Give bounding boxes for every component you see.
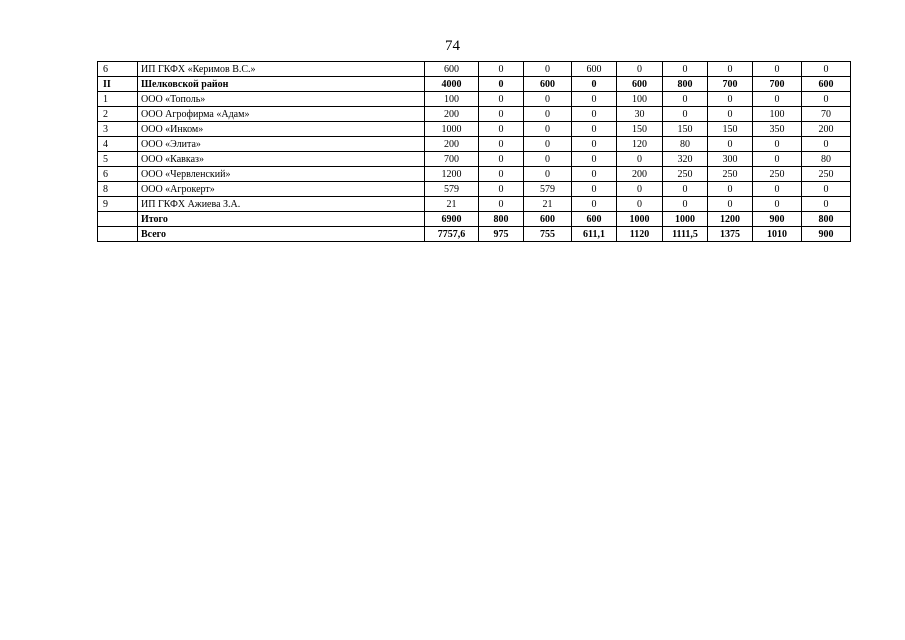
value-cell: 1200	[708, 212, 753, 227]
value-cell: 600	[524, 212, 572, 227]
value-cell: 800	[479, 212, 524, 227]
value-cell: 0	[708, 197, 753, 212]
value-cell: 1000	[425, 122, 479, 137]
value-cell: 120	[617, 137, 663, 152]
value-cell: 150	[708, 122, 753, 137]
value-cell: 0	[708, 182, 753, 197]
value-cell: 700	[708, 77, 753, 92]
value-cell: 0	[663, 92, 708, 107]
value-cell: 0	[617, 62, 663, 77]
organization-name-cell: ООО «Тополь»	[138, 92, 425, 107]
value-cell: 100	[753, 107, 802, 122]
value-cell: 0	[572, 77, 617, 92]
table-row	[98, 62, 851, 77]
row-number-cell: 5	[98, 152, 138, 167]
value-cell: 0	[708, 62, 753, 77]
value-cell: 0	[479, 197, 524, 212]
table-row	[98, 77, 851, 92]
value-cell: 0	[479, 182, 524, 197]
value-cell: 0	[753, 92, 802, 107]
table-row	[98, 182, 851, 197]
value-cell: 0	[663, 107, 708, 122]
value-cell: 0	[479, 92, 524, 107]
organization-name-cell: ИП ГКФХ Ажиева З.А.	[138, 197, 425, 212]
value-cell: 0	[524, 62, 572, 77]
value-cell: 0	[572, 92, 617, 107]
table-row	[98, 137, 851, 152]
value-cell: 0	[572, 107, 617, 122]
value-cell: 1000	[617, 212, 663, 227]
table-row	[98, 152, 851, 167]
table-body	[98, 62, 851, 242]
value-cell: 0	[572, 182, 617, 197]
value-cell: 0	[479, 107, 524, 122]
value-cell: 600	[572, 212, 617, 227]
row-number-cell: 8	[98, 182, 138, 197]
value-cell: 755	[524, 227, 572, 242]
value-cell: 21	[425, 197, 479, 212]
organization-name-cell: ООО «Кавказ»	[138, 152, 425, 167]
data-table	[97, 61, 851, 242]
organization-name-cell: Шелковской район	[138, 77, 425, 92]
value-cell: 80	[663, 137, 708, 152]
value-cell: 0	[524, 137, 572, 152]
value-cell: 0	[802, 92, 851, 107]
table-row	[98, 167, 851, 182]
value-cell: 611,1	[572, 227, 617, 242]
value-cell: 30	[617, 107, 663, 122]
row-number-cell: 3	[98, 122, 138, 137]
table-row	[98, 92, 851, 107]
value-cell: 700	[753, 77, 802, 92]
value-cell: 0	[753, 152, 802, 167]
value-cell: 200	[425, 137, 479, 152]
value-cell: 300	[708, 152, 753, 167]
value-cell: 0	[524, 167, 572, 182]
value-cell: 0	[524, 152, 572, 167]
value-cell: 0	[524, 122, 572, 137]
value-cell: 0	[802, 137, 851, 152]
value-cell: 0	[479, 62, 524, 77]
table-row	[98, 212, 851, 227]
value-cell: 900	[753, 212, 802, 227]
row-number-cell	[98, 227, 138, 242]
value-cell: 700	[425, 152, 479, 167]
value-cell: 0	[663, 62, 708, 77]
value-cell: 1111,5	[663, 227, 708, 242]
value-cell: 0	[753, 137, 802, 152]
value-cell: 800	[802, 212, 851, 227]
value-cell: 200	[425, 107, 479, 122]
value-cell: 600	[524, 77, 572, 92]
value-cell: 200	[802, 122, 851, 137]
organization-name-cell: ООО «Червленский»	[138, 167, 425, 182]
value-cell: 0	[524, 107, 572, 122]
value-cell: 1000	[663, 212, 708, 227]
value-cell: 1200	[425, 167, 479, 182]
value-cell: 0	[479, 152, 524, 167]
value-cell: 4000	[425, 77, 479, 92]
row-number-cell: II	[98, 77, 138, 92]
value-cell: 0	[753, 62, 802, 77]
value-cell: 70	[802, 107, 851, 122]
value-cell: 0	[572, 197, 617, 212]
value-cell: 350	[753, 122, 802, 137]
row-number-cell: 9	[98, 197, 138, 212]
value-cell: 800	[663, 77, 708, 92]
value-cell: 320	[663, 152, 708, 167]
value-cell: 900	[802, 227, 851, 242]
value-cell: 250	[708, 167, 753, 182]
organization-name-cell: ООО «Агрокерт»	[138, 182, 425, 197]
value-cell: 0	[572, 152, 617, 167]
table-row	[98, 107, 851, 122]
value-cell: 100	[425, 92, 479, 107]
value-cell: 7757,6	[425, 227, 479, 242]
value-cell: 0	[617, 152, 663, 167]
value-cell: 0	[479, 167, 524, 182]
value-cell: 0	[663, 182, 708, 197]
value-cell: 0	[524, 92, 572, 107]
value-cell: 0	[802, 197, 851, 212]
value-cell: 0	[572, 137, 617, 152]
row-number-cell	[98, 212, 138, 227]
value-cell: 1120	[617, 227, 663, 242]
value-cell: 579	[425, 182, 479, 197]
value-cell: 250	[802, 167, 851, 182]
value-cell: 975	[479, 227, 524, 242]
value-cell: 80	[802, 152, 851, 167]
row-number-cell: 6	[98, 62, 138, 77]
value-cell: 0	[663, 197, 708, 212]
value-cell: 200	[617, 167, 663, 182]
organization-name-cell: ООО «Инком»	[138, 122, 425, 137]
value-cell: 0	[572, 167, 617, 182]
value-cell: 0	[479, 122, 524, 137]
value-cell: 0	[753, 197, 802, 212]
value-cell: 0	[617, 197, 663, 212]
value-cell: 150	[617, 122, 663, 137]
table-row	[98, 122, 851, 137]
table-row	[98, 197, 851, 212]
row-number-cell: 2	[98, 107, 138, 122]
value-cell: 150	[663, 122, 708, 137]
value-cell: 0	[708, 107, 753, 122]
organization-name-cell: ООО Агрофирма «Адам»	[138, 107, 425, 122]
table-row	[98, 227, 851, 242]
value-cell: 0	[753, 182, 802, 197]
value-cell: 0	[479, 77, 524, 92]
value-cell: 600	[572, 62, 617, 77]
value-cell: 0	[617, 182, 663, 197]
value-cell: 6900	[425, 212, 479, 227]
row-number-cell: 4	[98, 137, 138, 152]
page-number: 74	[445, 38, 460, 54]
value-cell: 250	[753, 167, 802, 182]
value-cell: 250	[663, 167, 708, 182]
value-cell: 0	[479, 137, 524, 152]
row-number-cell: 6	[98, 167, 138, 182]
value-cell: 0	[802, 182, 851, 197]
organization-name-cell: Итого	[138, 212, 425, 227]
value-cell: 600	[425, 62, 479, 77]
row-number-cell: 1	[98, 92, 138, 107]
value-cell: 0	[802, 62, 851, 77]
value-cell: 21	[524, 197, 572, 212]
value-cell: 579	[524, 182, 572, 197]
value-cell: 0	[708, 92, 753, 107]
value-cell: 0	[572, 122, 617, 137]
value-cell: 100	[617, 92, 663, 107]
organization-name-cell: ИП ГКФХ «Керимов В.С.»	[138, 62, 425, 77]
value-cell: 600	[802, 77, 851, 92]
organization-name-cell: Всего	[138, 227, 425, 242]
value-cell: 0	[708, 137, 753, 152]
value-cell: 1010	[753, 227, 802, 242]
value-cell: 1375	[708, 227, 753, 242]
organization-name-cell: ООО «Элита»	[138, 137, 425, 152]
value-cell: 600	[617, 77, 663, 92]
